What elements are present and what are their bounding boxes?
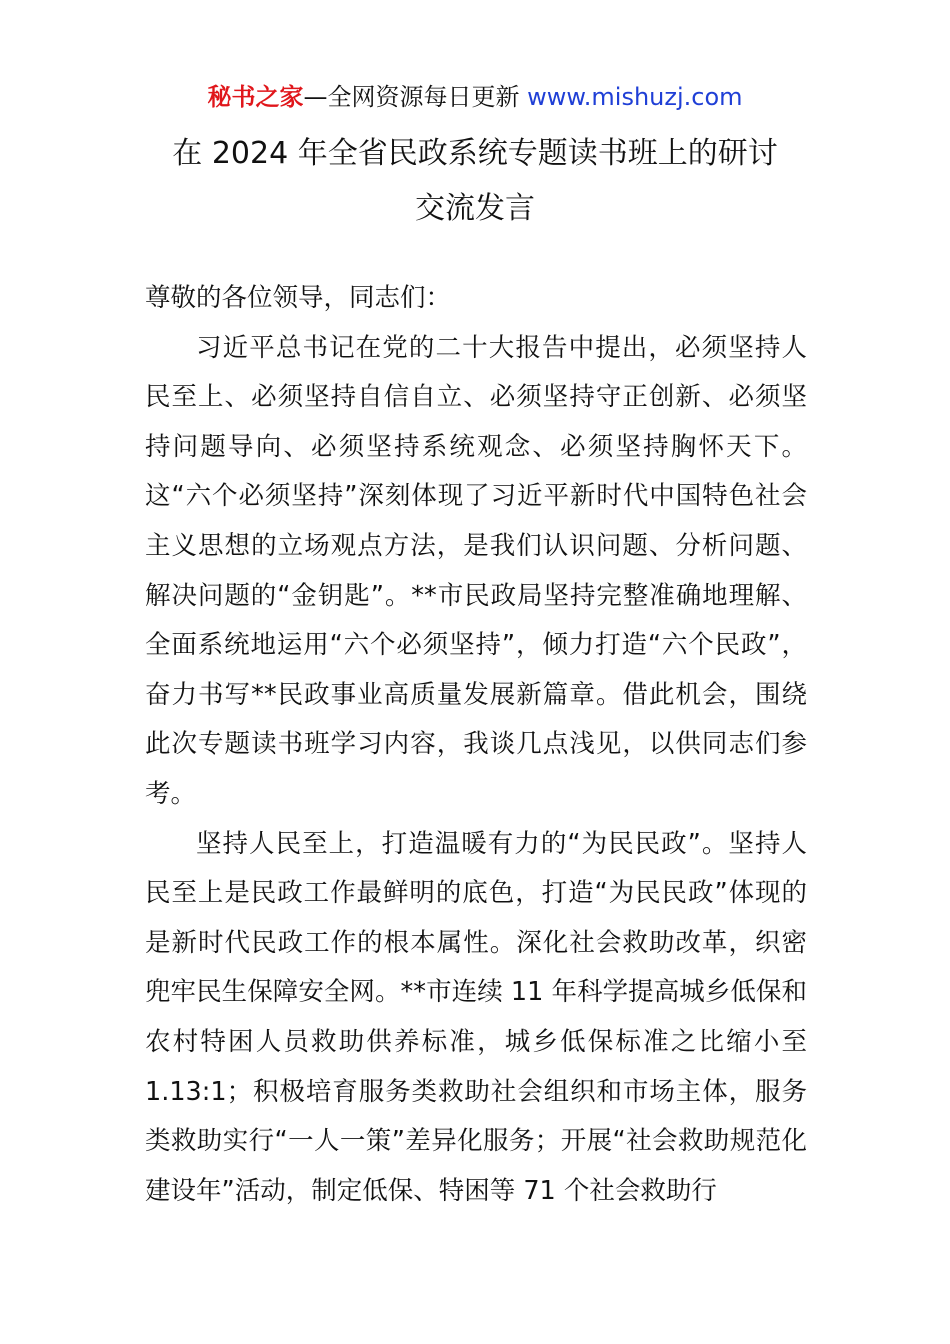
document-title [0,126,950,236]
site-url-link[interactable]: www.mishuzj.com [527,83,743,111]
site-tagline: —全网资源每日更新 [303,83,528,111]
salutation: 尊敬的各位领导，同志们： [145,283,452,313]
document-title-line-1: 在 2024 年全省民政系统专题读书班上的研讨 [172,136,778,171]
document-body [145,274,807,1216]
body-paragraph: 坚持人民至上，打造温暖有力的“为民民政”。坚持人民至上是民政工作最鲜明的底色，打造“为民民政”体现的是新时代民政工作的根本属性。深化社会救助改革，织密兜牢民生保障安全网。**市连续 11 年科学提高城乡低保和农村特困人员救助供养标准，城乡低保标准之比缩小至 1.13:1；积极培育服务类救助社会组织和市场主体，服务类救助实行“一人一策”差异化服务；开展“社会救助规范化建设年”活动，制定低保、特困等 71 个社会救助行 [145,828,807,1206]
document-title-line-2: 交流发言 [415,191,535,226]
body-paragraph: 习近平总书记在党的二十大报告中提出，必须坚持人民至上、必须坚持自信自立、必须坚持守正创新、必须坚持问题导向、必须坚持系统观念、必须坚持胸怀天下。这“六个必须坚持”深刻体现了习近平新时代中国特色社会主义思想的立场观点方法，是我们认识问题、分析问题、解决问题的“金钥匙”。**市民政局坚持完整准确地理解、全面系统地运用“六个必须坚持”，倾力打造“六个民政”，奋力书写**民政事业高质量发展新篇章。借此机会，围绕此次专题读书班学习内容，我谈几点浅见，以供同志们参考。 [145,332,807,809]
site-brand: 秘书之家 [207,83,304,111]
site-header [0,80,950,114]
